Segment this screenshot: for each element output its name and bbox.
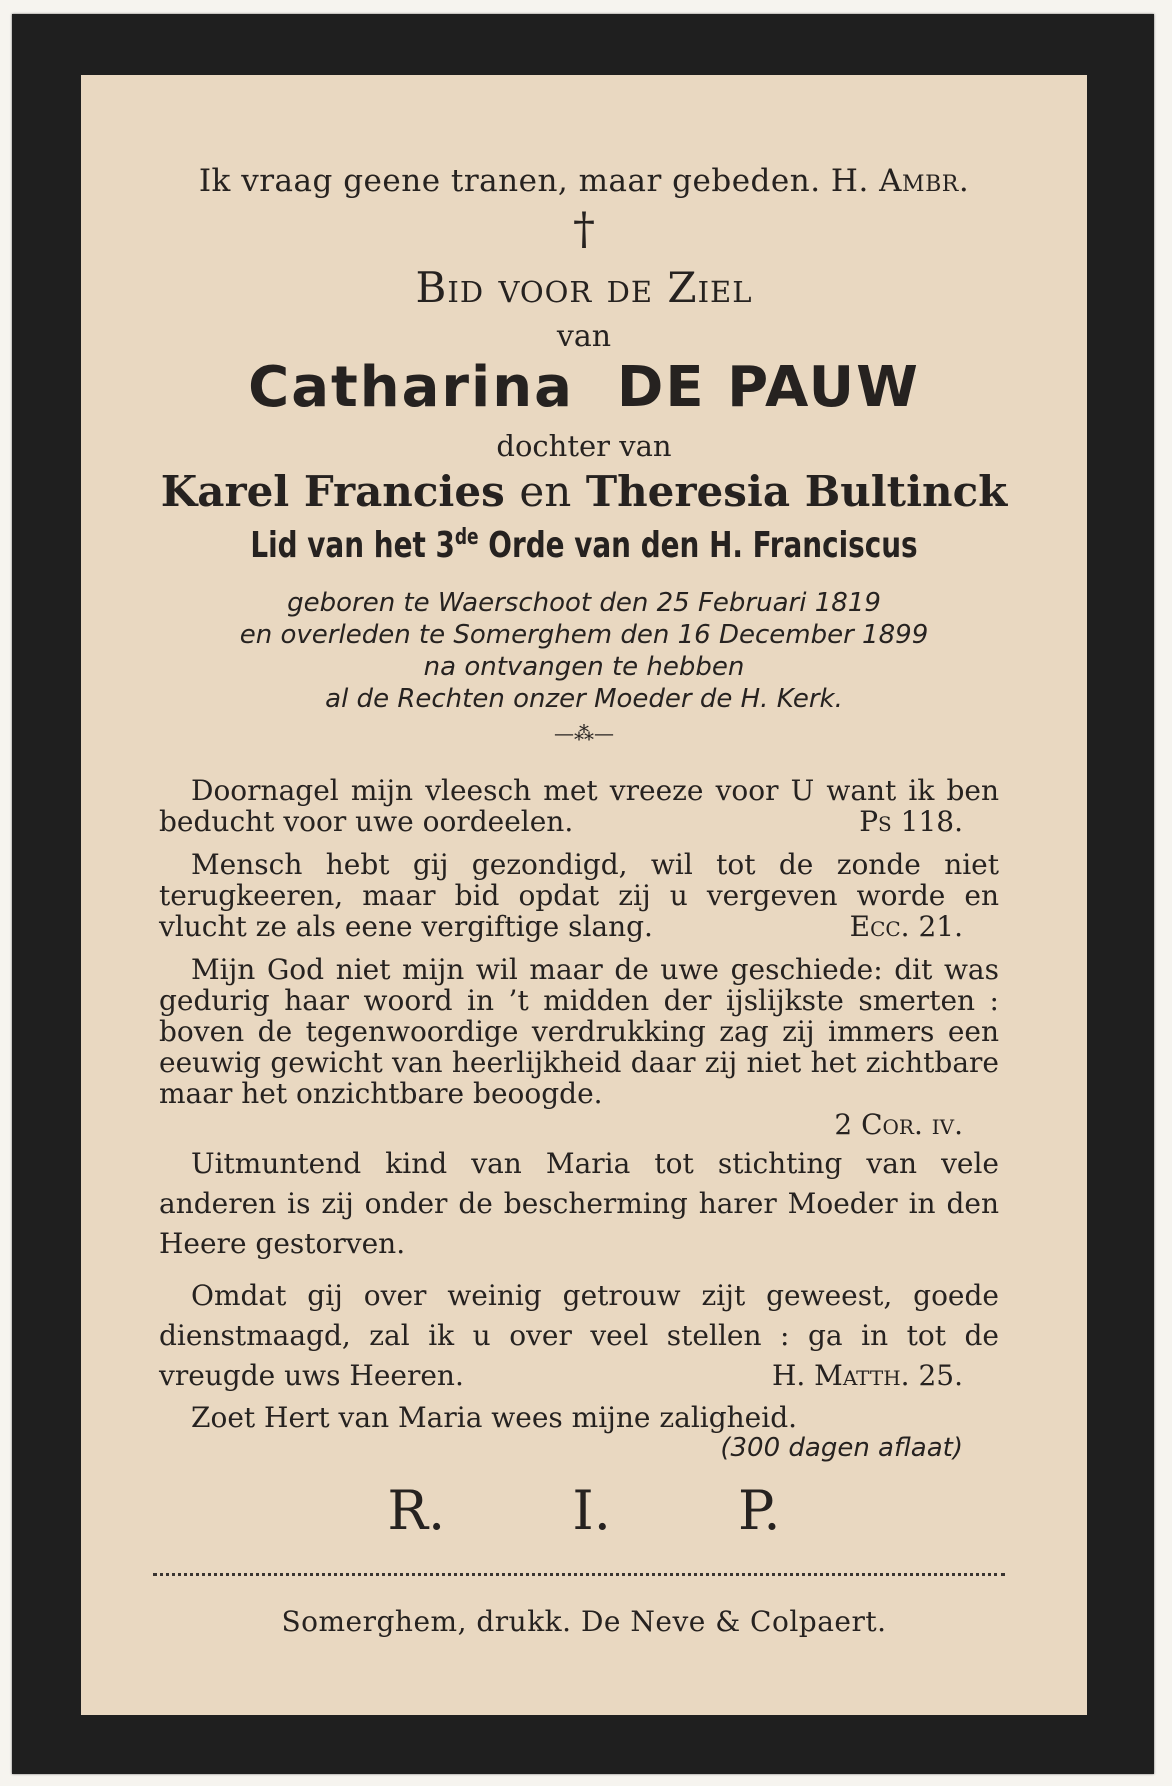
verse-ref: 2 Cor. iv. [834, 1108, 963, 1141]
verse-text: Doornagel mijn vleesch met vreeze voor U want ik ben beducht voor uwe oordeelen. [159, 774, 999, 838]
father-name: Karel Francies [160, 467, 505, 516]
verse-ref: Ecc. 21. [849, 910, 963, 943]
order-membership [151, 525, 1016, 566]
deceased-name: Catharina DE PAUW [248, 355, 920, 420]
van-label: van [556, 319, 612, 354]
verses-block [159, 775, 999, 1476]
mother-name: Theresia Bultinck [585, 467, 1008, 516]
motto-source: Ambr. [879, 163, 970, 199]
heading: Bid voor de Ziel [415, 263, 753, 312]
motto [81, 163, 1087, 199]
ornament-divider: —⁂— [554, 721, 614, 745]
date-line: en overleden te Somerghem den 16 December 1899 [239, 620, 929, 650]
printer-imprint: Somerghem, drukk. De Neve & Colpaert. [281, 1605, 887, 1638]
dotted-divider [153, 1573, 1005, 1576]
verse [159, 1402, 999, 1464]
verse-text: Omdat gij over weinig getrouw zijt geweest, goede dienstmaagd, zal ik u over veel stellen : ga in tot de vreugde uws Heeren. [159, 1279, 999, 1392]
verse [159, 849, 999, 942]
verse-ref: Ps 118. [859, 805, 963, 838]
verse-ref: H. Matth. 25. [771, 1359, 963, 1392]
rip-text: R. I. P. [387, 1479, 781, 1542]
memorial-card [12, 14, 1154, 1774]
orde-post: Orde van den H. Franciscus [478, 525, 918, 566]
date-line: na ontvangen te hebben [423, 652, 745, 682]
en-label: en [519, 467, 572, 516]
verse-text: Uitmuntend kind van Maria tot stichting van vele anderen is zij onder de bescherming harer Moeder in den Heere gestorven. [159, 1147, 999, 1260]
dates-block [81, 587, 1087, 715]
verse [159, 1144, 999, 1264]
date-line: al de Rechten onzer Moeder de H. Kerk. [325, 684, 843, 714]
cross-icon: † [573, 204, 595, 255]
verse [159, 954, 999, 1140]
motto-text: Ik vraag geene tranen, maar gebeden. H. [198, 163, 869, 199]
verse-text: Mijn God niet mijn wil maar de uwe geschiede: dit was gedurig haar woord in ’t midden der ijslijkste smerten : boven de tegenwoordige verdrukking zag zij immers een eeuwig gewicht van heerlijkheid daar zij niet het zichtbare maar het onzichtbare beoogde. [159, 953, 999, 1110]
orde-pre: Lid van het 3 [250, 525, 455, 566]
parents [81, 467, 1087, 516]
verse [159, 1276, 999, 1396]
verse [159, 775, 999, 837]
date-line: geboren te Waerschoot den 25 Februari 1819 [287, 588, 881, 618]
verse-text: Zoet Hert van Maria wees mijne zaligheid. [191, 1401, 798, 1434]
verse-text: Mensch hebt gij gezondigd, wil tot de zonde niet terugkeeren, maar bid opdat zij u vergeven worde en vlucht ze als eene vergiftige slang. [159, 848, 999, 943]
card-paper [81, 75, 1087, 1715]
orde-sup: de [454, 525, 479, 550]
indulgence-note: (300 dagen aflaat) [720, 1433, 963, 1463]
dochter-van-label: dochter van [496, 429, 672, 463]
